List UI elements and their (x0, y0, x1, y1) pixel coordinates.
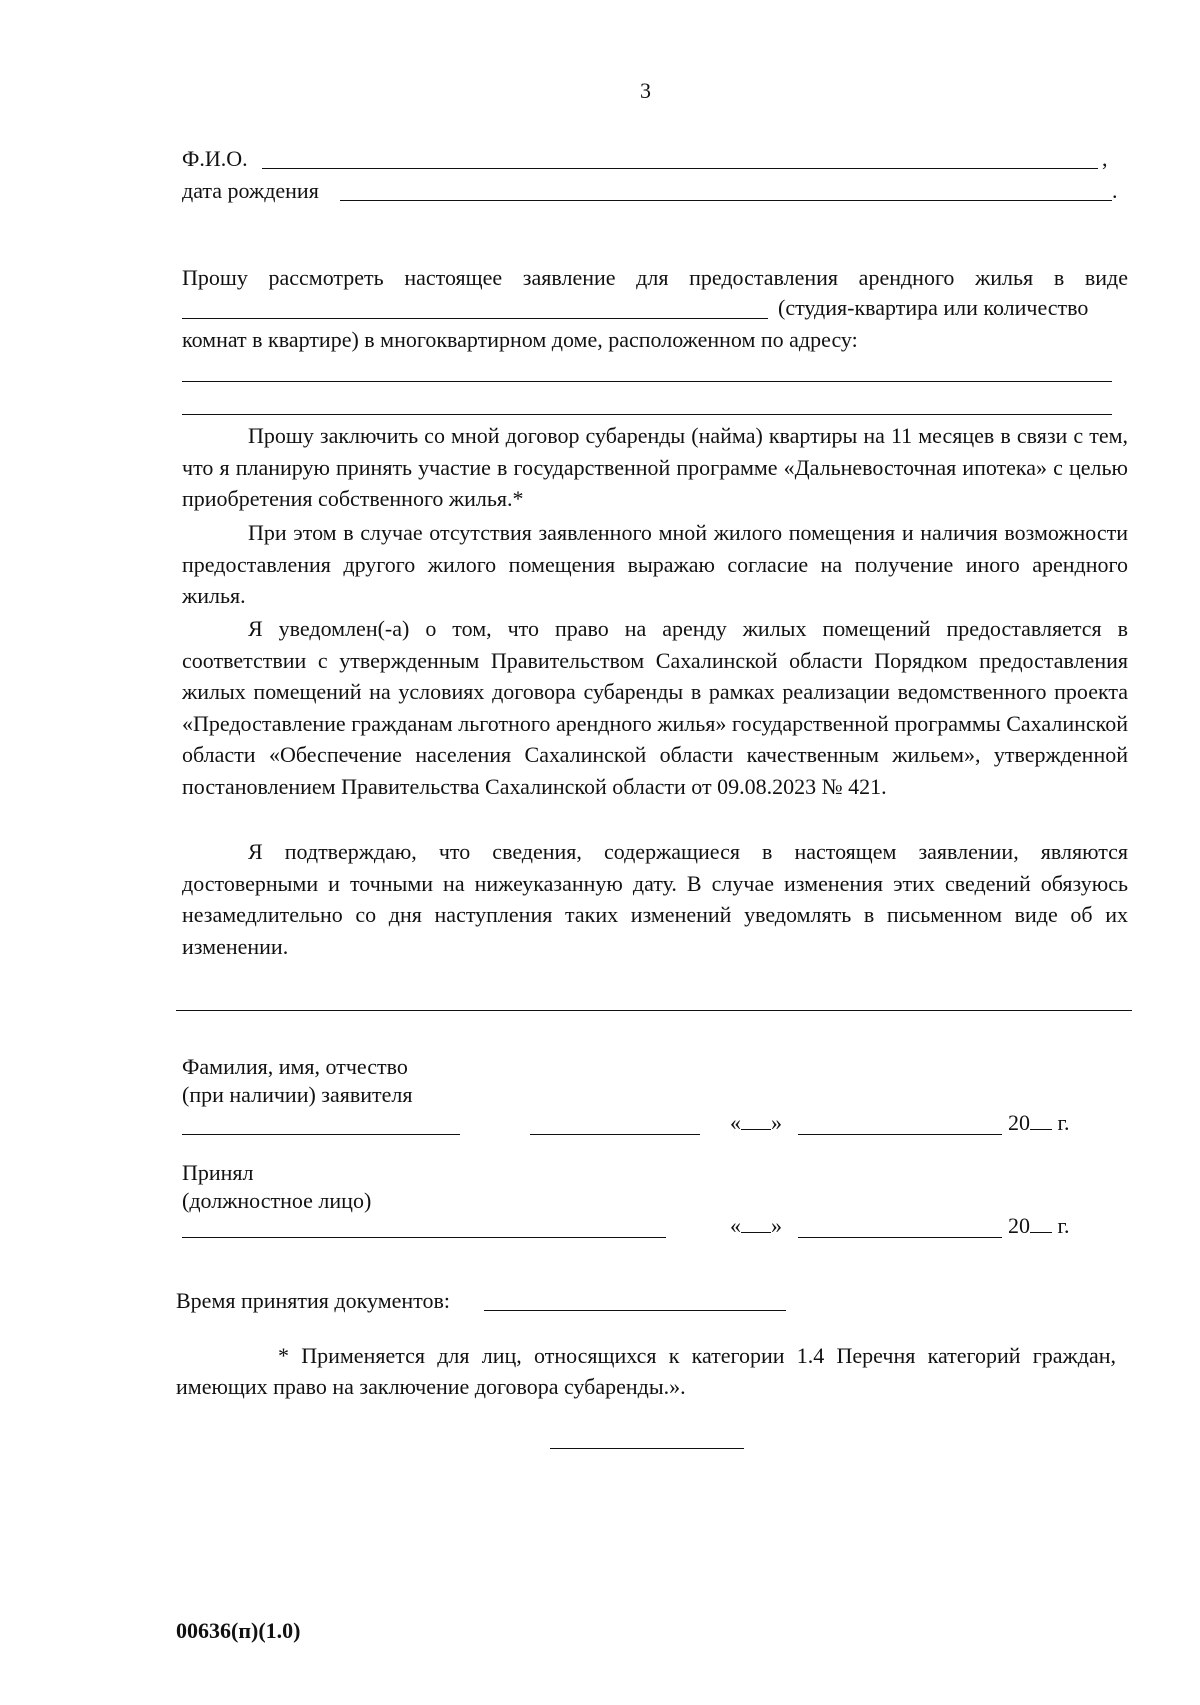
address-field-2[interactable] (182, 414, 1112, 415)
applicant-date (730, 1110, 782, 1136)
accepted-year (1008, 1213, 1070, 1239)
year-suffix: г. (1057, 1110, 1070, 1135)
applicant-month-field[interactable] (798, 1134, 1002, 1135)
fio-field[interactable] (262, 168, 1098, 169)
official-field[interactable] (182, 1237, 666, 1238)
birth-date-field[interactable] (340, 200, 1112, 201)
page-number: 3 (640, 78, 651, 103)
accepted-year-field[interactable] (1030, 1214, 1052, 1233)
applicant-day-field[interactable] (741, 1111, 771, 1130)
fio-comma: , (1102, 146, 1108, 171)
closing-rule (550, 1448, 744, 1449)
date-open-quote: « (730, 1213, 741, 1238)
time-field[interactable] (484, 1310, 786, 1311)
applicant-signature-field[interactable] (530, 1134, 700, 1135)
paragraph-sublease: Прошу заключить со мной договор субаренды (найма) квартиры на 11 месяцев в связи с тем, что я планирую принять участие в государственной программе «Дальневосточная ипотека» с целью приобретения собственного жилья.* (182, 423, 1128, 511)
paragraph-consent: При этом в случае отсутствия заявленного мной жилого помещения и наличия возможности предоставления другого жилого помещения выражаю согласие на получение иного арендного жилья. (182, 520, 1128, 608)
request-line-3: комнат в квартире) в многоквартирном доме, расположенном по адресу: (182, 327, 858, 352)
time-label: Время принятия документов: (176, 1288, 450, 1313)
document-code: 00636(п)(1.0) (176, 1618, 301, 1643)
birth-date-label: дата рождения (182, 178, 319, 203)
applicant-label-2: (при наличии) заявителя (182, 1082, 413, 1107)
applicant-name-field[interactable] (182, 1134, 460, 1135)
paragraph-notice: Я уведомлен(-а) о том, что право на аренду жилых помещений предоставляется в соответствии с утвержденным Правительством Сахалинской области Порядком предоставления жилых помещений на условиях договора субаренды в рамках реализации ведомственного проекта «Предоставление гражданам льготного арендного жилья» государственной программы Сахалинской области «Обеспечение населения Сахалинской области качественным жильем», утвержденной постановлением Правительства Сахалинской области от 09.08.2023 № 421. (182, 616, 1128, 799)
apartment-type-field[interactable] (182, 318, 768, 319)
accepted-label-1: Принял (182, 1160, 254, 1185)
accepted-month-field[interactable] (798, 1237, 1002, 1238)
address-field-1[interactable] (182, 381, 1112, 382)
applicant-year (1008, 1110, 1070, 1136)
birth-date-period: . (1112, 178, 1118, 203)
paragraph-confirmation: Я подтверждаю, что сведения, содержащиеся в настоящем заявлении, являются достоверными и точными на нижеуказанную дату. В случае изменения этих сведений обязуюсь незамедлительно со дня наступления таких изменений уведомлять в письменном виде об их изменении. (182, 839, 1128, 959)
year-prefix: 20 (1008, 1213, 1030, 1238)
accepted-date (730, 1213, 782, 1239)
footnote: * Применяется для лиц, относящихся к категории 1.4 Перечня категорий граждан, имеющих право на заключение договора субаренды.». (176, 1343, 1116, 1399)
applicant-label-1: Фамилия, имя, отчество (182, 1054, 408, 1079)
year-suffix: г. (1057, 1213, 1070, 1238)
date-close-quote: » (771, 1213, 782, 1238)
applicant-year-field[interactable] (1030, 1111, 1052, 1130)
accepted-day-field[interactable] (741, 1214, 771, 1233)
request-line-1: Прошу рассмотреть настоящее заявление для предоставления арендного жилья в виде (182, 265, 1128, 290)
accepted-label-2: (должностное лицо) (182, 1188, 372, 1213)
date-open-quote: « (730, 1110, 741, 1135)
fio-label: Ф.И.О. (182, 146, 248, 171)
date-close-quote: » (771, 1110, 782, 1135)
year-prefix: 20 (1008, 1110, 1030, 1135)
section-divider (176, 1010, 1132, 1011)
request-line-2-suffix: (студия-квартира или количество (778, 295, 1089, 320)
